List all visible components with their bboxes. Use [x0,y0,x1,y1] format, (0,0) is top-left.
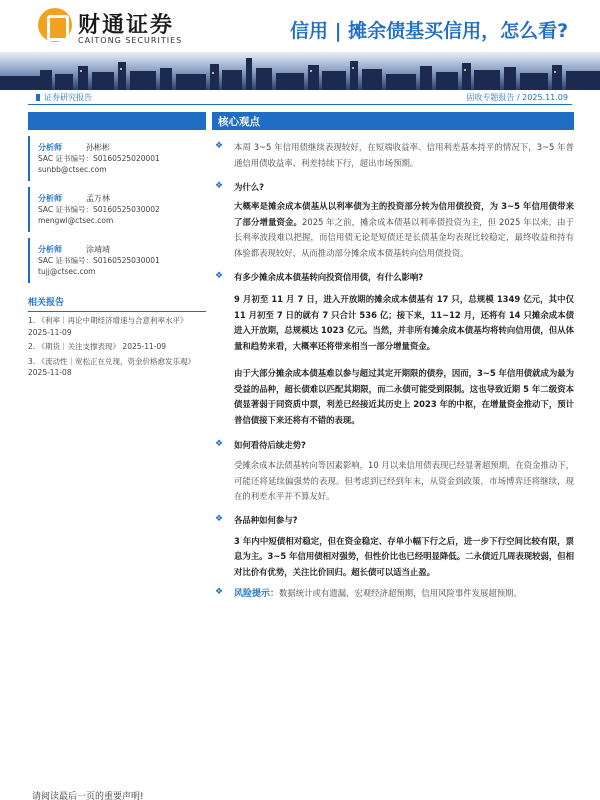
analyst-email[interactable]: sunbb@ctsec.com [38,165,107,174]
analyst-role: 分析师 [38,245,62,254]
answer-emphasis: 大概率是摊余成本债基从以利率债为主的投资部分转为信用债投资，为 3~5 年信用债带来了部分增量资金。 [234,201,574,227]
question-why [212,180,574,194]
related-reports-title: 相关报告 [28,295,206,312]
header-divider [28,104,572,105]
risk-warning [212,586,574,603]
risk-label: 风险提示： [234,589,280,599]
report-title: 信用 | 摊余债基买信用，怎么看? [290,20,569,42]
diamond-bullet-icon: ❖ [215,587,224,597]
analyst-card [28,187,206,232]
diamond-bullet-icon: ❖ [215,141,224,151]
company-logo [38,8,183,48]
related-report-link[interactable]: 2. 《期货｜关注支撑表现》 2025-11-09 [28,342,167,351]
question-text: 为什么? [234,182,264,192]
answer-text: 受摊余成本法债基转向等因素影响，10 月以来信用债表现已经显著超预期，在资金推动下，可能还将延续偏强势的表现。但考虑到已经到年末，从资金到政策，市场博弈还将继续，现在的利差水平并不算友好。 [234,460,574,501]
answer-text: 9 月初至 11 月 7 日，进入开放期的摊余成本债基有 17 只，总规模 1349 亿元，其中仅 11 月初至 7 日的就有 7 只合计 536 亿；接下来，11~12 月，还将有 14 只摊余成本债进入开放期，总规模达 1023 亿元。当然，并非所有摊余成本债基均将转向信用债，但从体量和趋势来看，大概率还将带来相当一部分增量资金。 [234,294,574,351]
report-type-label: 证券研究报告 [36,92,92,103]
core-views-title: 核心观点 [218,116,260,128]
core-views-band [212,112,574,130]
question-outlook [212,438,574,452]
diamond-bullet-icon: ❖ [215,439,224,449]
sidebar [28,112,206,379]
sub-header-bar [0,90,600,104]
intro-paragraph [212,140,574,171]
intro-text: 本周 3~5 年信用债继续表现较好，在短端收益率、信用利差基本持平的情况下，3~5 年普通信用债收益率、利差持续下行，超出市场预期。 [234,142,574,168]
analyst-role: 分析师 [38,194,62,203]
logo-english-name: CAITONG SECURITIES [78,36,183,45]
answer-text: 3 年内中短债相对稳定，但在资金稳定、存单小幅下行之后，进一步下行空间比较有限，票息为主。3~5 年信用债相对强势，但性价比也已经明显降低。二永债近几周表现较弱，但相对比价有优势，关注比价回归。超长债可以适当止盈。 [234,535,574,577]
report-category-date: 固收专题报告 / 2025.11.09 [466,93,568,102]
analyst-name: 孟万林 [86,194,110,203]
analyst-email[interactable]: tujj@ctsec.com [38,267,96,276]
analyst-card [28,136,206,181]
analyst-card [28,238,206,283]
report-header [0,0,600,90]
question-text: 各品种如何参与? [234,514,298,525]
analyst-cert: SAC 证书编号：S0160525020001 [38,154,160,163]
related-report-link[interactable]: 3. 《流动性｜宽松正在兑现，资金价格愈发乐观》 2025-11-08 [28,356,196,377]
city-skyline-banner [0,52,600,90]
analyst-name: 涂靖靖 [86,245,110,254]
analyst-cert: SAC 证书编号：S0160525030001 [38,256,160,265]
analyst-role: 分析师 [38,143,62,152]
core-views-section [212,112,574,603]
related-report-link[interactable]: 1. 《利率｜再论中期经济增速与合意利率水平》 2025-11-09 [28,316,188,337]
diamond-bullet-icon: ❖ [215,271,224,281]
question-participation [212,513,574,527]
logo-chinese-name: 财通证券 [78,13,175,38]
disclaimer-note: 请阅读最后一页的重要声明! [32,792,144,800]
analyst-cert: SAC 证书编号：S0160525030002 [38,205,160,214]
question-how-much [212,270,574,284]
answer-text: 由于大部分摊余成本债基难以参与超过其定开期限的债券，因而，3~5 年信用债就成为最为受益的品种，超长债难以匹配其期限，而二永债可能受到限制。这也导致近期 5 年二级资本债显著弱于同资质中票，利差已经接近其历史上 2023 年的中枢，在增量资金推动下，预计普信债接下来还将有不错的表现。 [234,368,574,425]
logo-mark-icon [38,8,72,42]
question-text: 如何看待后续走势? [234,440,306,450]
answer-how-much-2 [212,366,574,428]
answer-why [212,199,574,261]
risk-text: 数据统计或有遗漏，宏观经济超预期，信用风险事件发展超预期。 [279,588,522,598]
answer-participation [212,534,574,581]
diamond-bullet-icon: ❖ [215,181,224,191]
answer-detail: 2025 年之前，摊余成本债基以利率债投资为主，但 2025 年以来，由于长利率波段难以把握，而信用债无论是短债还是长债基金均表现比较稳定，最终收益和持有体验都表现较好，从而推动部分摊余成本债基转向信用债投资。 [234,216,574,258]
analyst-email[interactable]: mengwl@ctsec.com [38,216,114,225]
answer-outlook [212,458,574,505]
question-text: 有多少摊余成本债基转向投资信用债，有什么影响? [234,272,424,282]
analyst-name: 孙彬彬 [86,143,110,152]
diamond-bullet-icon: ❖ [215,513,224,524]
answer-how-much-1 [212,292,574,354]
sidebar-title-band [28,112,206,130]
